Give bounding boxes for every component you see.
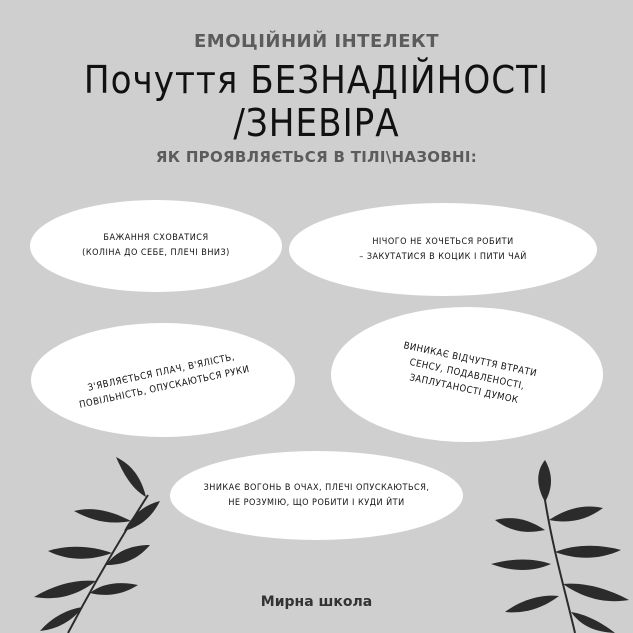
bubble-hide [30, 200, 282, 292]
brand-footer: Мирна школа [260, 594, 373, 610]
title-line-2: /ЗНЕВІРА [233, 101, 400, 145]
bubble-text: ЗНИКАЄ ВОГОНЬ В ОЧАХ, ПЛЕЧІ ОПУСКАЮТЬСЯ, НЕ РОЗУМІЮ, ЩО РОБИТИ І КУДИ ЙТИ [203, 482, 430, 508]
bubble-text: ВИНИКАЄ ВІДЧУТТЯ ВТРАТИ СЕНСУ, ПОДАВЛЕНОСТІ, ЗАПЛУТАНОСТІ ДУМОК [402, 340, 538, 407]
bubble-nothing-to-do [289, 203, 597, 296]
overline-heading: ЕМОЦІЙНИЙ ІНТЕЛЕКТ [193, 31, 439, 52]
bubble-fire-disappears [170, 451, 463, 540]
bubble-loss-of-meaning [331, 307, 603, 442]
bubble-crying [31, 323, 295, 437]
subtitle: ЯК ПРОЯВЛЯЄТЬСЯ В ТІЛІ\НАЗОВНІ: [155, 148, 478, 166]
bubble-text: З'ЯВЛЯЄТЬСЯ ПЛАЧ, В'ЯЛІСТЬ, ПОВІЛЬНІСТЬ, ОПУСКАЮТЬСЯ РУКИ [78, 351, 251, 411]
title-line-1: Почуття БЕЗНАДІЙНОСТІ [83, 58, 550, 102]
bubble-text: НІЧОГО НЕ ХОЧЕТЬСЯ РОБИТИ – ЗАКУТАТИСЯ В КОЦИК І ПИТИ ЧАЙ [359, 236, 527, 262]
bubble-text: БАЖАННЯ СХОВАТИСЯ (КОЛІНА ДО СЕБЕ, ПЛЕЧІ ВНИЗ) [82, 233, 230, 258]
